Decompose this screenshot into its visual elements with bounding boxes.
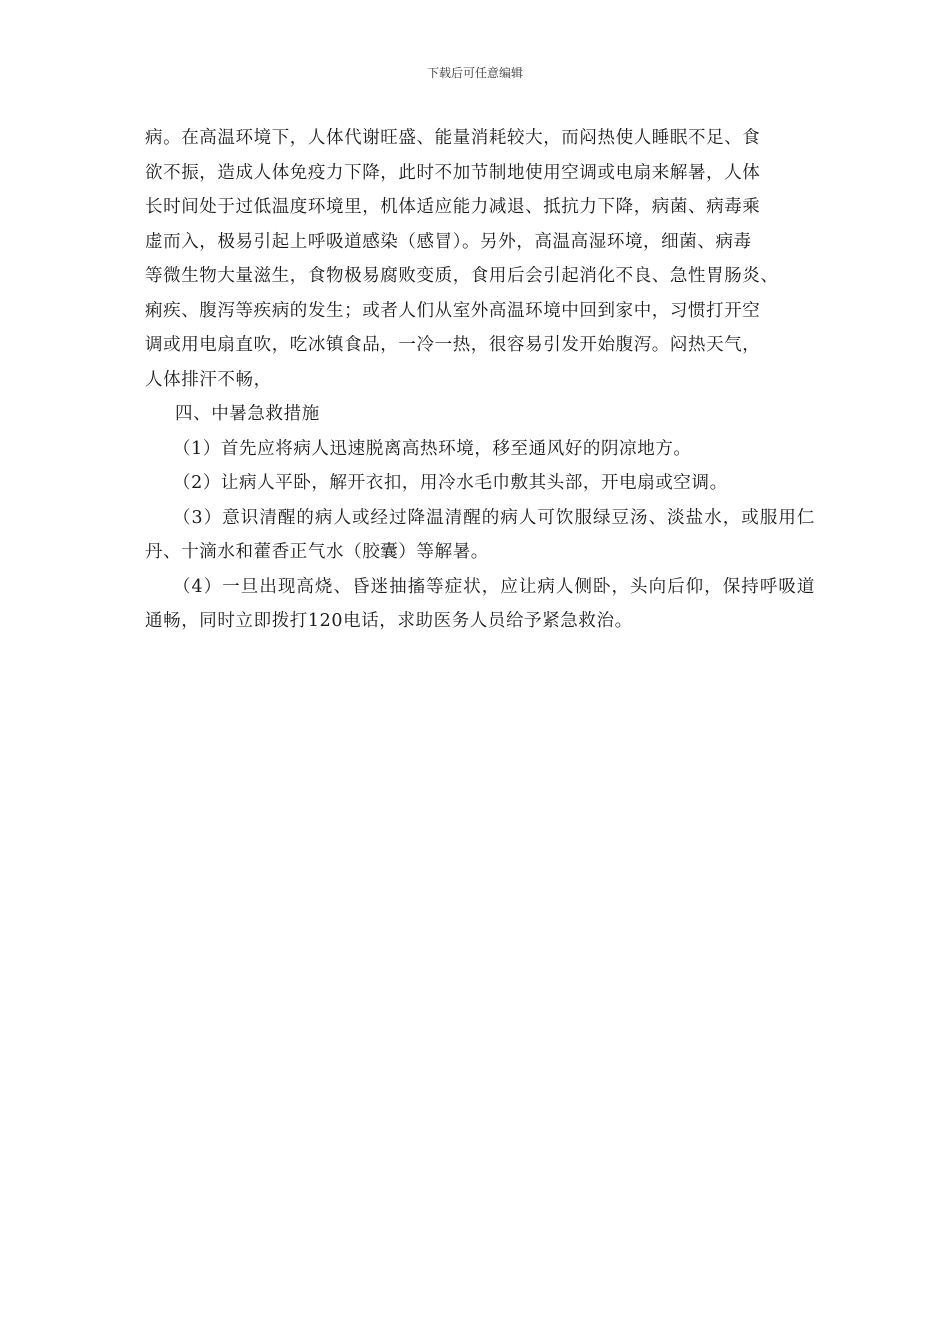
list-item: （1）首先应将病人迅速脱离高热环境，移至通风好的阴凉地方。	[173, 438, 692, 459]
paragraph-line: 痢疾、腹泻等疾病的发生；或者人们从室外高温环境中回到家中，习惯打开空	[145, 300, 761, 321]
list-item: （2）让病人平卧，解开衣扣，用冷水毛巾敷其头部，开电扇或空调。	[173, 473, 728, 493]
section-heading: 四、中暑急救措施	[175, 404, 320, 424]
paragraph-line: 欲不振，造成人体免疫力下降，此时不加节制地使用空调或电扇来解暑，人体	[145, 162, 761, 183]
list-item: （3）意识清醒的病人或经过降温清醒的病人可饮服绿豆汤、淡盐水，或服用仁丹、十滴水和藿香正气水（胶囊）等解暑。	[145, 507, 815, 562]
list-item: （4）一旦出现高烧、昏迷抽搐等症状，应让病人侧卧，头向后仰，保持呼吸道通畅，同时立即拨打120电话，求助医务人员给予紧急救治。	[145, 576, 815, 631]
paragraph-line: 等微生物大量滋生，食物极易腐败变质，食用后会引起消化不良、急性胃肠炎、	[145, 266, 779, 286]
page-header: 下载后可任意编辑	[426, 66, 523, 80]
paragraph-line: 病。在高温环境下，人体代谢旺盛、能量消耗较大，而闷热使人睡眠不足、食	[145, 128, 761, 148]
paragraph-line: 长时间处于过低温度环境里，机体适应能力减退、抵抗力下降，病菌、病毒乘	[145, 197, 761, 217]
document-body	[145, 121, 815, 639]
paragraph-line: 人体排汗不畅，	[145, 369, 272, 390]
paragraph-line: 调或用电扇直吹，吃冰镇食品，一冷一热，很容易引发开始腹泻。闷热天气，	[145, 335, 761, 355]
paragraph-line: 虚而入，极易引起上呼吸道感染（感冒）。另外，高温高湿环境，细菌、病毒	[145, 231, 752, 252]
